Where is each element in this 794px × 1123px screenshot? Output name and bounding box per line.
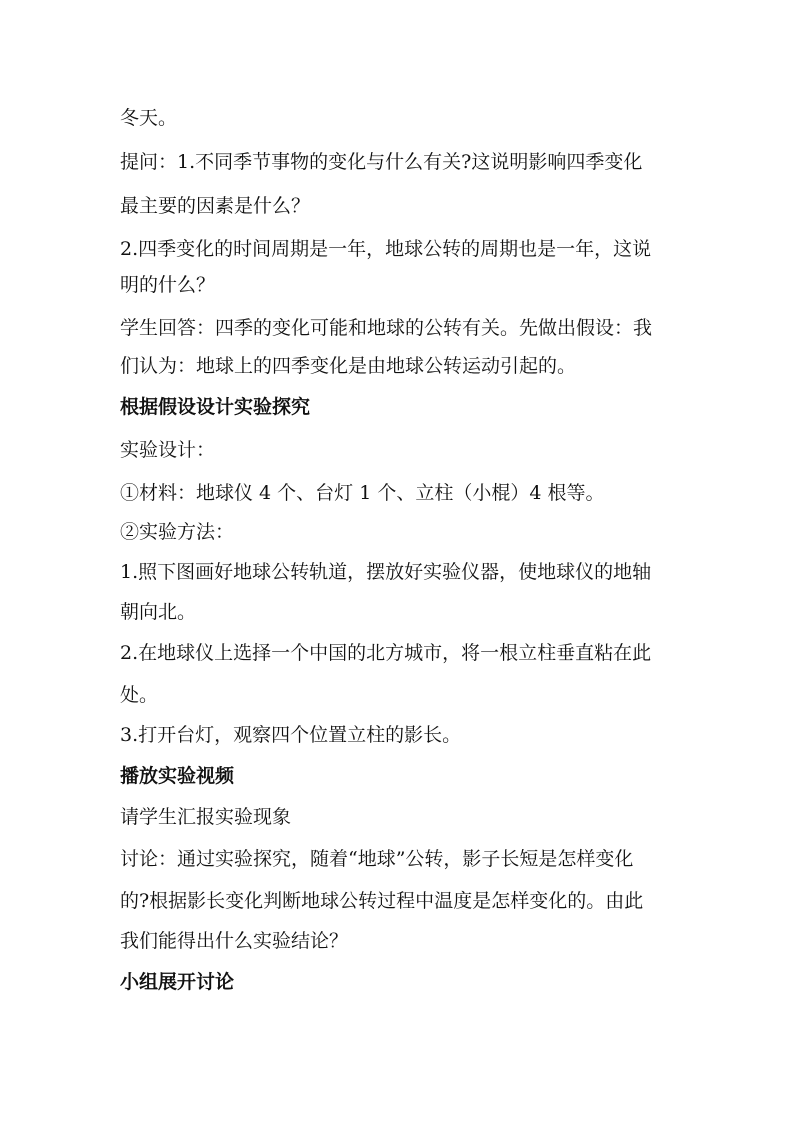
- text-line: 请学生汇报实验现象: [120, 806, 292, 828]
- text-line: ①材料：地球仪 4 个、台灯 1 个、立柱（小棍）4 根等。: [120, 482, 605, 504]
- text-line: ②实验方法：: [120, 521, 235, 543]
- text-line: 2.四季变化的时间周期是一年，地球公转的周期也是一年，这说: [120, 238, 652, 260]
- text-line: 实验设计：: [120, 439, 216, 461]
- text-line: 朝向北。: [120, 601, 197, 623]
- text-line: 3.打开台灯，观察四个位置立柱的影长。: [120, 724, 462, 746]
- text-line: 讨论：通过实验探究，随着“地球”公转，影子长短是怎样变化: [120, 848, 634, 870]
- text-line: 处。: [120, 684, 159, 706]
- text-line: 提问：1.不同季节事物的变化与什么有关?这说明影响四季变化: [120, 151, 643, 173]
- text-line: 最主要的因素是什么？: [120, 195, 311, 217]
- text-line: 们认为：地球上的四季变化是由地球公转运动引起的。: [120, 355, 577, 377]
- text-line: 学生回答：四季的变化可能和地球的公转有关。先做出假设：我: [120, 317, 653, 339]
- text-line: 1.照下图画好地球公转轨道，摆放好实验仪器，使地球仪的地轴: [120, 561, 652, 583]
- text-line: 冬天。: [120, 107, 178, 129]
- section-heading: 根据假设设计实验探究: [120, 396, 311, 418]
- text-line: 2.在地球仪上选择一个中国的北方城市，将一根立柱垂直粘在此: [120, 642, 652, 664]
- text-line: 明的什么？: [120, 274, 216, 296]
- section-heading: 小组展开讨论: [120, 971, 235, 993]
- text-line: 的?根据影长变化判断地球公转过程中温度是怎样变化的。由此: [120, 890, 644, 912]
- section-heading: 播放实验视频: [120, 765, 235, 787]
- text-line: 我们能得出什么实验结论？: [120, 930, 349, 952]
